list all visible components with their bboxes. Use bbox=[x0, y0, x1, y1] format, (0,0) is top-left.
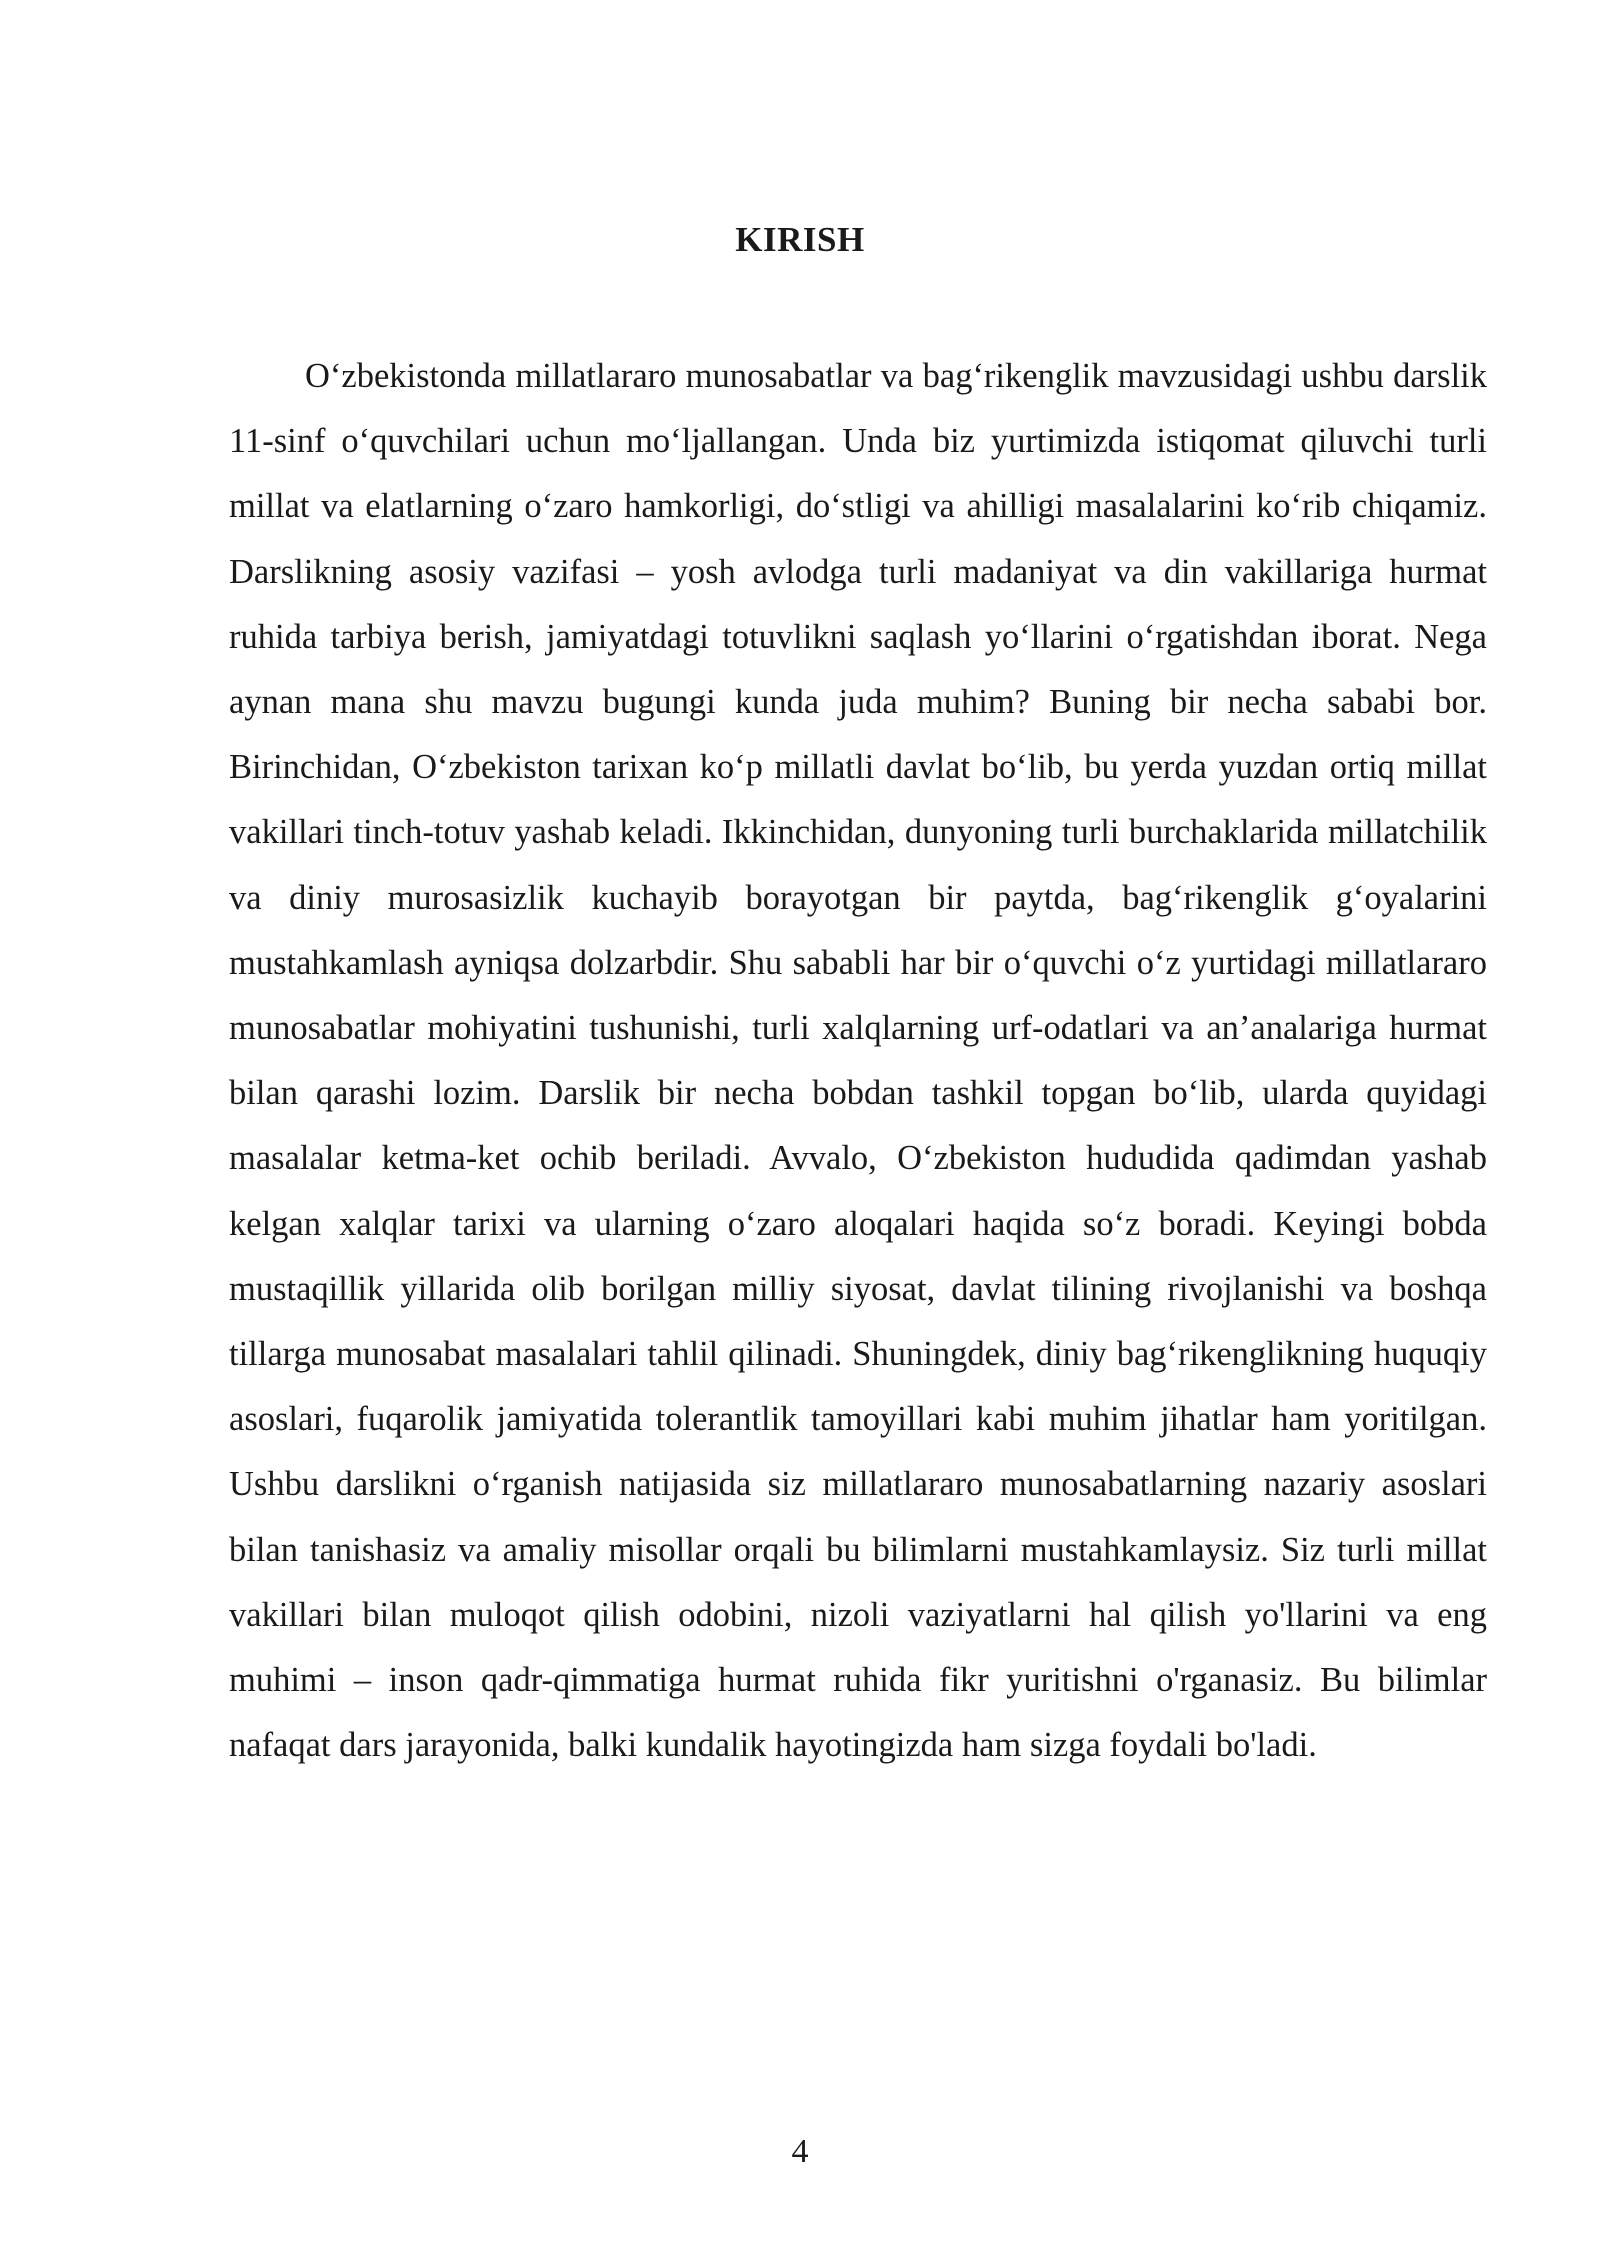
page-title: KIRISH bbox=[735, 220, 865, 259]
body-paragraph: O‘zbekistonda millatlararo munosabatlar va bag‘rikenglik mavzusidagi ushbu darslik 11-sinf o‘quvchilari uchun mo‘ljallangan. Unda biz yurtimizda istiqomat qiluvchi turli millat va elatlarning o‘zaro hamkorligi, do‘stligi va ahilligi masalalarini ko‘rib chiqamiz. Darslikning asosiy vazifasi – yosh avlodga turli madaniyat va din vakillariga hurmat ruhida tarbiya berish, jamiyatdagi totuvlikni saqlash yo‘llarini o‘rgatishdan iborat. Nega aynan mana shu mavzu bugungi kunda juda muhim? Buning bir necha sababi bor. Birinchidan, O‘zbekiston tarixan ko‘p millatli davlat bo‘lib, bu yerda yuzdan ortiq millat vakillari tinch-totuv yashab keladi. Ikkinchidan, dunyoning turli burchaklarida millatchilik va diniy murosasizlik kuchayib borayotgan bir paytda, bag‘rikenglik g‘oyalarini mustahkamlash ayniqsa dolzarbdir. Shu sababli har bir o‘quvchi o‘z yurtidagi millatlararo munosabatlar mohiyatini tushunishi, turli xalqlarning urf-odatlari va an’analariga hurmat bilan qarashi lozim. Darslik bir necha bobdan tashkil topgan bo‘lib, ularda quyidagi masalalar ketma-ket ochib beriladi. Avvalo, O‘zbekiston hududida qadimdan yashab kelgan xalqlar tarixi va ularning o‘zaro aloqalari haqida so‘z boradi. Keyingi bobda mustaqillik yillarida olib borilgan milliy siyosat, davlat tilining rivojlanishi va boshqa tillarga munosabat masalalari tahlil qilinadi. Shuningdek, diniy bag‘rikenglikning huquqiy asoslari, fuqarolik jamiyatida tolerantlik tamoyillari kabi muhim jihatlar ham yoritilgan. Ushbu darslikni o‘rganish natijasida siz millatlararo munosabatlarning nazariy asoslari bilan tanishasiz va amaliy misollar orqali bu bilimlarni mustahkamlaysiz. Siz turli millat vakillari bilan muloqot qilish odobini, nizoli vaziyatlarni hal qilish yo'llarini va eng muhimi – inson qadr-qimmatiga hurmat ruhida fikr yuritishni o'rganasiz. Bu bilimlar nafaqat dars jarayonida, balki kundalik hayotingizda ham sizga foydali bo'ladi. bbox=[229, 357, 1487, 1765]
page-number: 4 bbox=[791, 2133, 809, 2170]
